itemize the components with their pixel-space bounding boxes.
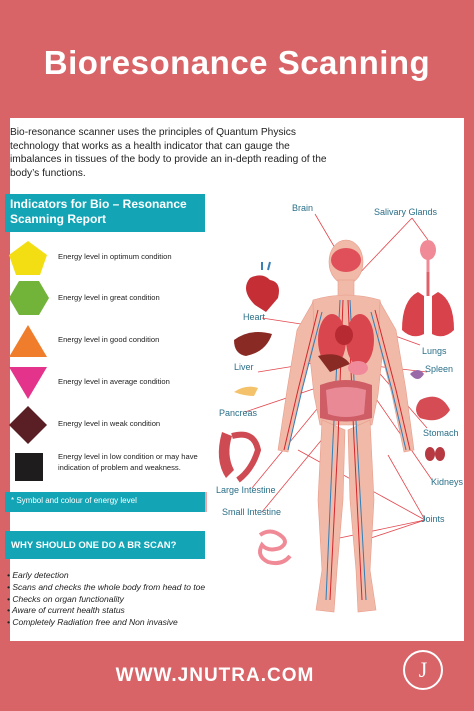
indicator-label: Energy level in optimum condition [58, 252, 172, 261]
organ-label-heart: Heart [243, 312, 266, 322]
list-item: • Completely Radiation free and Non invasive [7, 617, 257, 629]
indicator-label: Energy level in low condition or may have indication of problem and weakness. [58, 452, 198, 472]
list-item: • Scans and checks the whole body from head to toe [7, 582, 257, 594]
indicator-row [8, 280, 208, 321]
indicator-row [8, 405, 208, 450]
website-link[interactable]: WWW.JNUTRA.COM [115, 665, 315, 686]
list-item: • Aware of current health status [7, 605, 257, 617]
organ-label-pancreas: Pancreas [219, 408, 258, 418]
indicator-note: * Symbol and colour of energy level [5, 492, 207, 512]
logo: J [403, 650, 443, 690]
diamond-icon [8, 405, 48, 445]
organ-label-brain: Brain [292, 203, 314, 213]
list-item: • Checks on organ functionality [7, 594, 257, 606]
organ-label-spleen: Spleen [425, 364, 454, 374]
organ-label-small-intestine: Small Intestine [222, 507, 282, 517]
square-icon [8, 452, 48, 482]
indicator-row [8, 366, 208, 405]
pentagon-icon [8, 240, 48, 276]
indicator-row [8, 240, 208, 281]
organ-label-lungs: Lungs [422, 346, 447, 356]
indicator-row [8, 324, 208, 363]
indicator-label: Energy level in great condition [58, 293, 160, 302]
page-title: Bioresonance Scanning [43, 44, 431, 81]
organ-label-liver: Liver [234, 362, 254, 372]
triangle-down-icon [8, 366, 48, 400]
indicator-label: Energy level in average condition [58, 377, 170, 386]
hexagon-icon [8, 280, 50, 316]
list-item: • Early detection [7, 570, 257, 582]
organ-label-kidneys: Kidneys [431, 477, 464, 487]
intro-text: Bio-resonance scanner uses the principles of Quantum Physics technology that works as a health indicator that can gauge the imbalances in tissues of the body to provide an in-depth reading of the body’s functions. [10, 127, 327, 179]
why-heading: WHY SHOULD ONE DO A BR SCAN? [5, 531, 205, 559]
indicator-label: Energy level in weak condition [58, 419, 161, 428]
triangle-up-icon [8, 324, 48, 358]
indicators-heading: Indicators for Bio – Resonance Scanning Report [5, 194, 205, 232]
organ-label-salivary-glands: Salivary Glands [374, 207, 438, 217]
organ-label-stomach: Stomach [423, 428, 459, 438]
indicator-row [8, 452, 208, 487]
organ-label-large-intestine: Large Intestine [216, 485, 276, 495]
organ-label-joints: Joints [421, 514, 445, 524]
indicator-label: Energy level in good condition [58, 335, 160, 344]
